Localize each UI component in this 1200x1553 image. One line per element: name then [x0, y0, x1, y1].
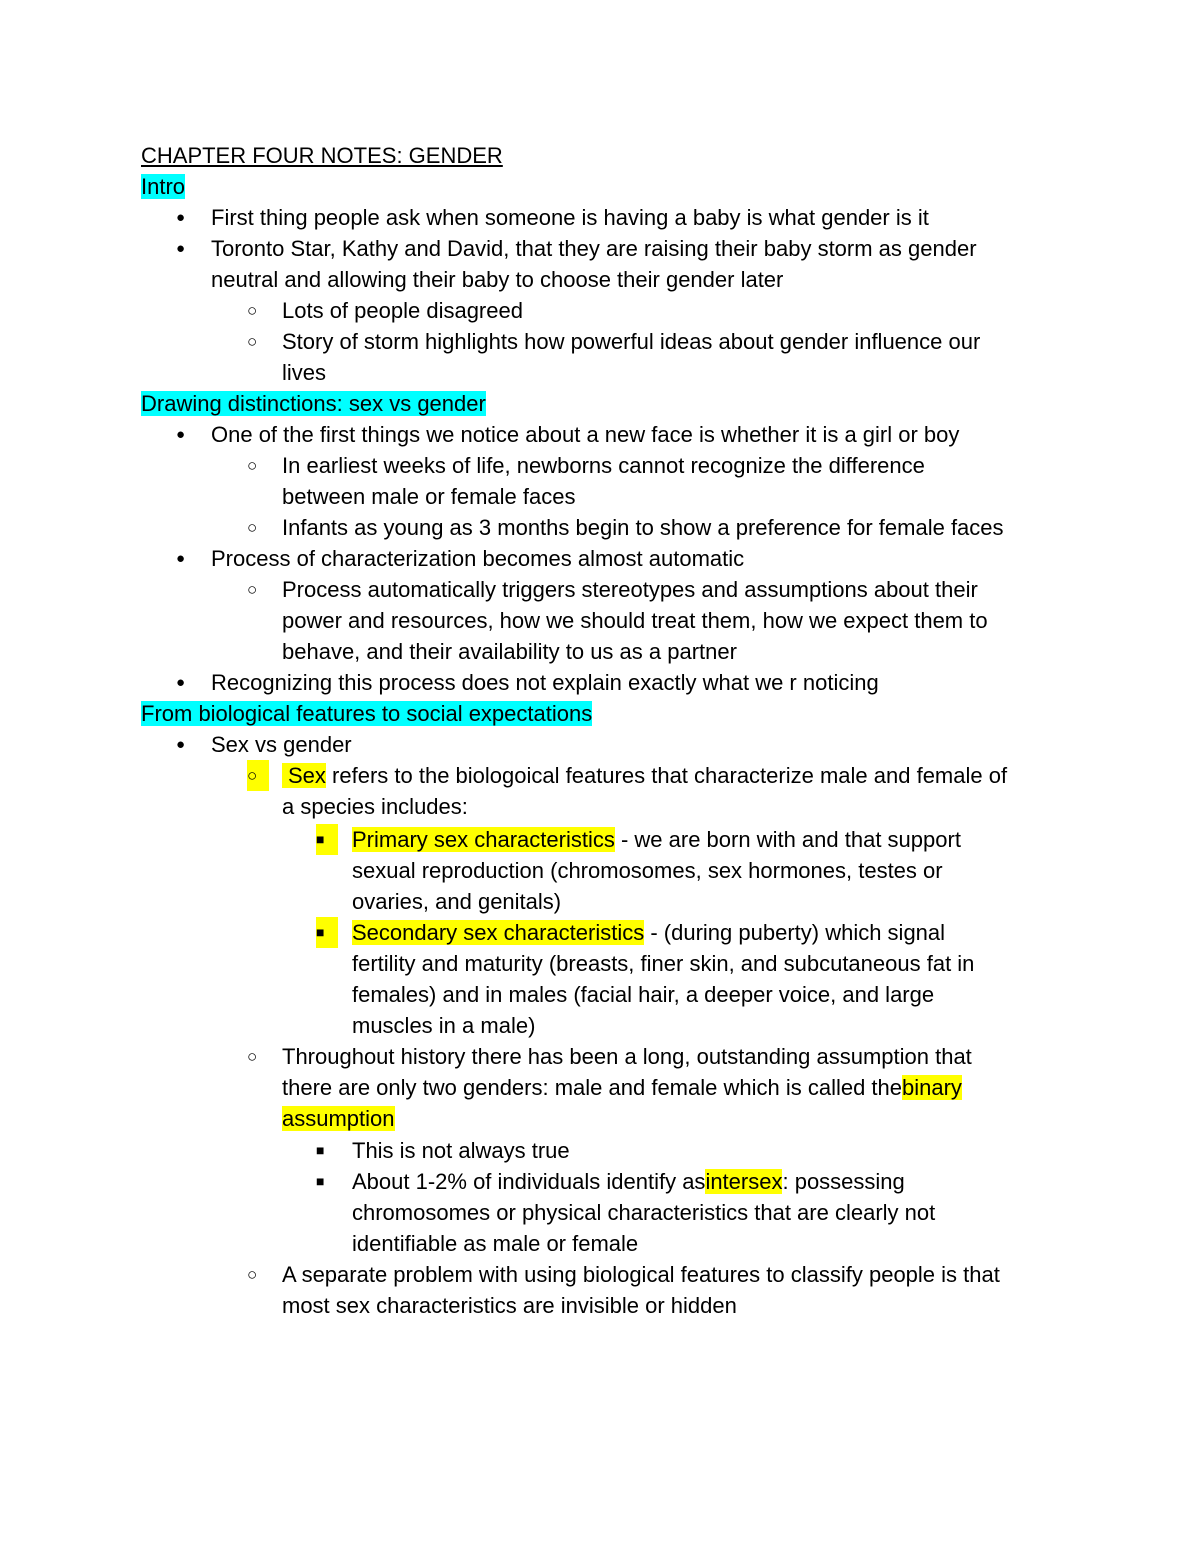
list-item: Story of storm highlights how powerful ideas about gender influence our: [282, 329, 981, 354]
section-heading-biological-features: From biological features to social expectations: [141, 701, 593, 726]
list-item-continuation: ovaries, and genitals): [352, 889, 562, 914]
term-secondary-sex-characteristics: Secondary sex characteristics: [352, 920, 645, 945]
list-item-continuation: lives: [282, 360, 327, 385]
term-sex: Sex: [282, 763, 326, 788]
bullet-l2: ○: [247, 1265, 258, 1284]
list-item: This is not always true: [352, 1138, 570, 1163]
term-assumption: assumption: [282, 1106, 395, 1131]
bullet-l2: ○: [247, 1047, 258, 1066]
list-item: Secondary sex characteristics - (during puberty) which signal: [352, 920, 946, 945]
list-item: Sex refers to the biologoical features that characterize male and female of: [282, 760, 1007, 791]
bullet-l1: ●: [176, 240, 186, 257]
list-item-continuation: there are only two genders: male and female which is called thebinary: [282, 1075, 962, 1100]
list-item-continuation: chromosomes or physical characteristics that are clearly not: [352, 1200, 936, 1225]
list-item-continuation: identifiable as male or female: [352, 1231, 639, 1256]
list-item: One of the first things we notice about a new face is whether it is a girl or boy: [211, 422, 960, 447]
list-item: About 1-2% of individuals identify asintersex: possessing: [352, 1169, 905, 1194]
bullet-l1: ●: [176, 209, 186, 226]
list-item-continuation: behave, and their availability to us as a partner: [282, 639, 737, 664]
list-item-continuation: neutral and allowing their baby to choose their gender later: [211, 267, 784, 292]
bullet-l2: ○: [247, 456, 258, 475]
list-item-continuation: muscles in a male): [352, 1013, 536, 1038]
list-item: A separate problem with using biological features to classify people is that: [282, 1262, 1000, 1287]
list-item: Process of characterization becomes almost automatic: [211, 546, 745, 571]
list-item-continuation: [282, 1103, 395, 1134]
list-item: First thing people ask when someone is having a baby is what gender is it: [211, 205, 929, 230]
list-item-continuation: power and resources, how we should treat them, how we expect them to: [282, 608, 988, 633]
list-item: Throughout history there has been a long, outstanding assumption that: [282, 1044, 972, 1069]
bullet-l2: ○: [247, 580, 258, 599]
section-heading-intro: Intro: [141, 174, 186, 199]
bullet-l1: ●: [176, 674, 186, 691]
bullet-l3: ■: [316, 1142, 325, 1158]
list-item: Recognizing this process does not explain exactly what we r noticing: [211, 670, 879, 695]
bullet-l2-highlighted: ○: [247, 760, 269, 791]
list-item-continuation: sexual reproduction (chromosomes, sex hormones, testes or: [352, 858, 943, 883]
bullet-l3: ■: [316, 1173, 325, 1189]
term-intersex: intersex: [705, 1169, 783, 1194]
list-item: Lots of people disagreed: [282, 298, 523, 323]
list-item-continuation: between male or female faces: [282, 484, 576, 509]
bullet-l3-highlighted: ■: [316, 824, 338, 855]
list-item-continuation: a species includes:: [282, 794, 468, 819]
bullet-l3-highlighted: ■: [316, 917, 338, 948]
list-item: Sex vs gender: [211, 732, 352, 757]
bullet-l1: ●: [176, 550, 186, 567]
bullet-l2: ○: [247, 518, 258, 537]
term-binary: binary: [902, 1075, 962, 1100]
list-item: In earliest weeks of life, newborns cannot recognize the difference: [282, 453, 925, 478]
list-item: Toronto Star, Kathy and David, that they are raising their baby storm as gender: [211, 236, 977, 261]
list-item: Infants as young as 3 months begin to show a preference for female faces: [282, 515, 1004, 540]
list-item: Primary sex characteristics - we are born with and that support: [352, 827, 961, 852]
bullet-l2: ○: [247, 332, 258, 351]
bullet-l2: ○: [247, 301, 258, 320]
list-item-continuation: fertility and maturity (breasts, finer skin, and subcutaneous fat in: [352, 951, 975, 976]
term-primary-sex-characteristics: Primary sex characteristics: [352, 827, 615, 852]
list-item: Process automatically triggers stereotypes and assumptions about their: [282, 577, 978, 602]
list-item-continuation: females) and in males (facial hair, a deeper voice, and large: [352, 982, 935, 1007]
bullet-l1: ●: [176, 426, 186, 443]
section-heading-drawing-distinctions: Drawing distinctions: sex vs gender: [141, 391, 486, 416]
bullet-l1: ●: [176, 736, 186, 753]
list-item-continuation: most sex characteristics are invisible or hidden: [282, 1293, 737, 1318]
page-title: CHAPTER FOUR NOTES: GENDER: [141, 143, 503, 168]
